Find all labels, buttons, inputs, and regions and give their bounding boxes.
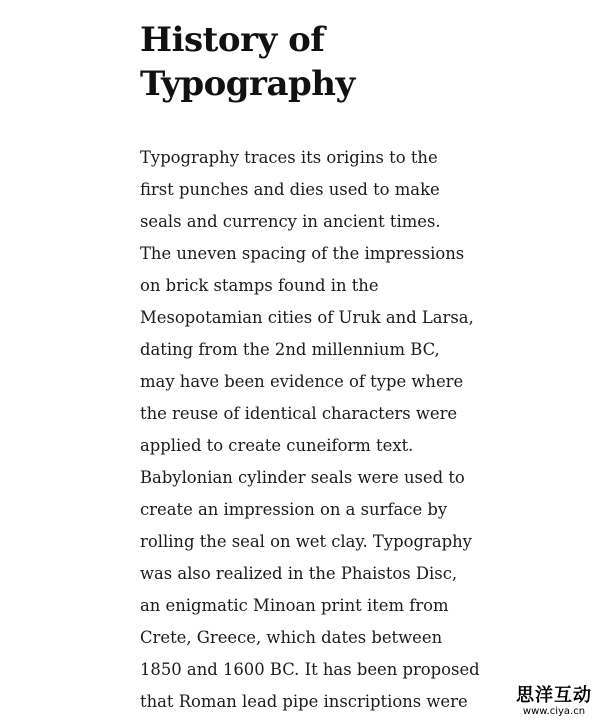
body-line: applied to create cuneiform text. bbox=[140, 436, 414, 455]
body-line: an enigmatic Minoan print item from bbox=[140, 596, 449, 615]
body-line: Crete, Greece, which dates between bbox=[140, 628, 443, 647]
watermark bbox=[516, 686, 592, 718]
article-title-line: History of bbox=[140, 20, 325, 60]
body-line: Mesopotamian cities of Uruk and Larsa, bbox=[140, 308, 474, 327]
article bbox=[140, 18, 480, 718]
body-line: first punches and dies used to make bbox=[140, 180, 440, 199]
body-line: on brick stamps found in the bbox=[140, 276, 379, 295]
watermark-url: www.ciya.cn bbox=[522, 706, 586, 717]
body-line: seals and currency in ancient times. bbox=[140, 212, 441, 231]
watermark-text: 思洋互动 bbox=[516, 685, 592, 706]
body-line: was also realized in the Phaistos Disc, bbox=[140, 564, 458, 583]
article-title-line: Typography bbox=[140, 64, 355, 104]
body-line: dating from the 2nd millennium BC, bbox=[140, 340, 440, 359]
body-line: rolling the seal on wet clay. Typography bbox=[140, 532, 472, 551]
article-body bbox=[140, 142, 480, 718]
body-line: 1850 and 1600 BC. It has been proposed bbox=[140, 660, 480, 679]
body-line: that Roman lead pipe inscriptions were bbox=[140, 692, 468, 711]
body-line: the reuse of identical characters were bbox=[140, 404, 458, 423]
body-line: may have been evidence of type where bbox=[140, 372, 464, 391]
body-line: Babylonian cylinder seals were used to bbox=[140, 468, 465, 487]
body-line: Typography traces its origins to the bbox=[140, 148, 438, 167]
article-title bbox=[140, 18, 480, 106]
body-line: create an impression on a surface by bbox=[140, 500, 448, 519]
body-line: The uneven spacing of the impressions bbox=[140, 244, 465, 263]
